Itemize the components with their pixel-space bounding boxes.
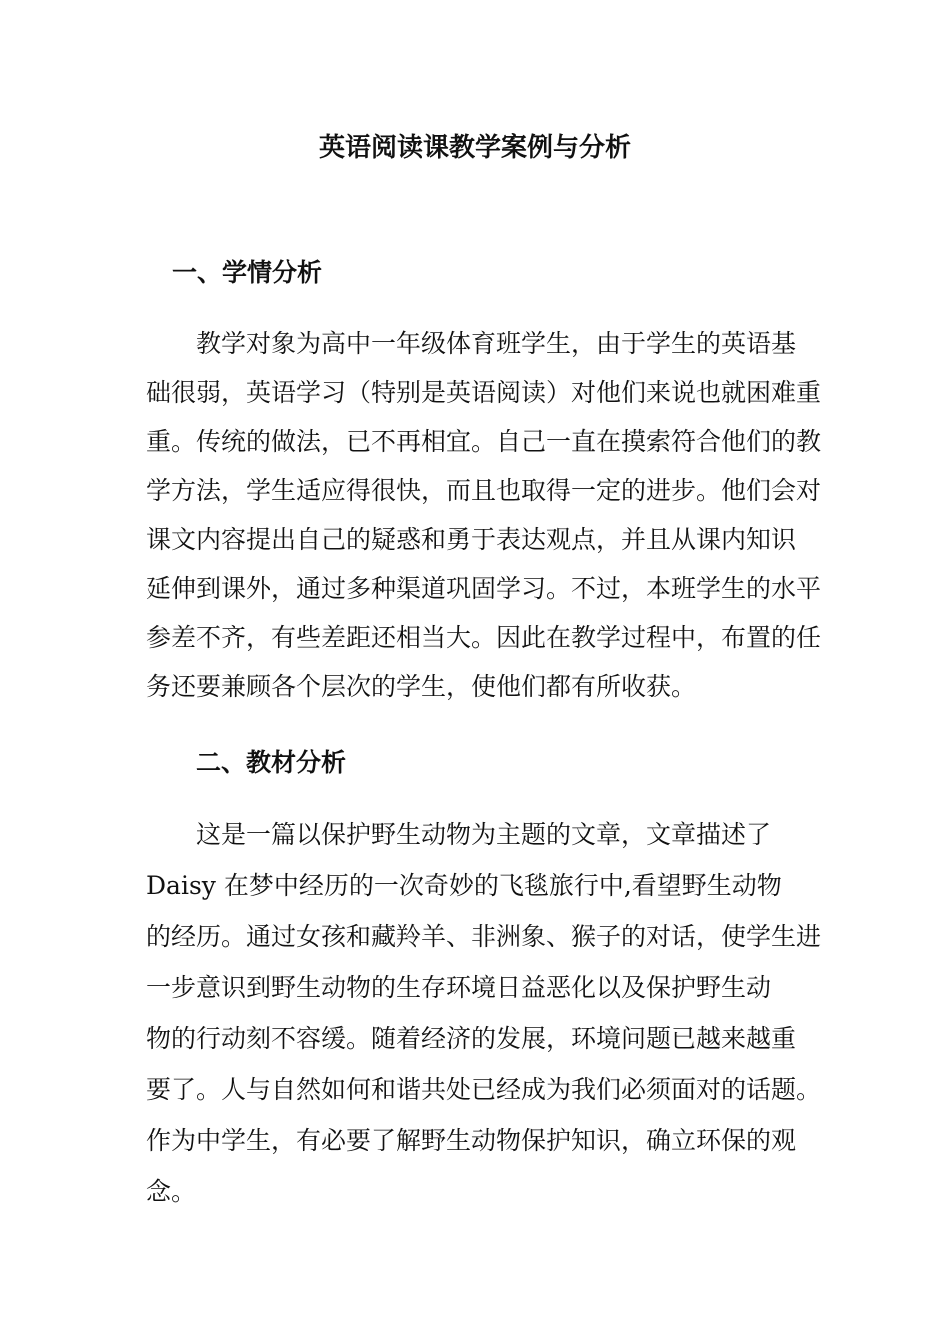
paragraph-line: 重。传统的做法，已不再相宜。自己一直在摸索符合他们的教	[146, 427, 822, 456]
paragraph-line: Daisy 在梦中经历的一次奇妙的飞毯旅行中,看望野生动物	[146, 871, 782, 900]
paragraph-line: 一步意识到野生动物的生存环境日益恶化以及保护野生动	[146, 973, 772, 1002]
paragraph-line: 物的行动刻不容缓。随着经济的发展，环境问题已越来越重	[146, 1024, 797, 1053]
section-heading-student-analysis: 一、学情分析	[172, 258, 323, 287]
paragraph-line: 延伸到课外，通过多种渠道巩固学习。不过，本班学生的水平	[146, 574, 822, 603]
paragraph-line: 要了。人与自然如何和谐共处已经成为我们必须面对的话题。	[146, 1075, 822, 1104]
paragraph-textbook-analysis	[146, 809, 846, 1217]
paragraph-line: 课文内容提出自己的疑惑和勇于表达观点，并且从课内知识	[146, 525, 797, 554]
paragraph-line: 这是一篇以保护野生动物为主题的文章，文章描述了	[196, 820, 772, 849]
paragraph-line: 的经历。通过女孩和藏羚羊、非洲象、猴子的对话，使学生进	[146, 922, 822, 951]
paragraph-line: 学方法，学生适应得很快，而且也取得一定的进步。他们会对	[146, 476, 822, 505]
paragraph-student-analysis	[146, 319, 846, 711]
paragraph-line: 念。	[146, 1177, 197, 1206]
document-title: 英语阅读课教学案例与分析	[318, 133, 631, 163]
paragraph-line: 教学对象为高中一年级体育班学生，由于学生的英语基	[196, 329, 797, 358]
paragraph-line: 务还要兼顾各个层次的学生，使他们都有所收获。	[146, 672, 697, 701]
paragraph-line: 作为中学生，有必要了解野生动物保护知识，确立环保的观	[146, 1126, 797, 1155]
paragraph-line: 参差不齐，有些差距还相当大。因此在教学过程中，布置的任	[146, 623, 822, 652]
section-heading-textbook-analysis: 二、教材分析	[196, 748, 347, 777]
paragraph-line: 础很弱，英语学习（特别是英语阅读）对他们来说也就困难重	[146, 378, 822, 407]
